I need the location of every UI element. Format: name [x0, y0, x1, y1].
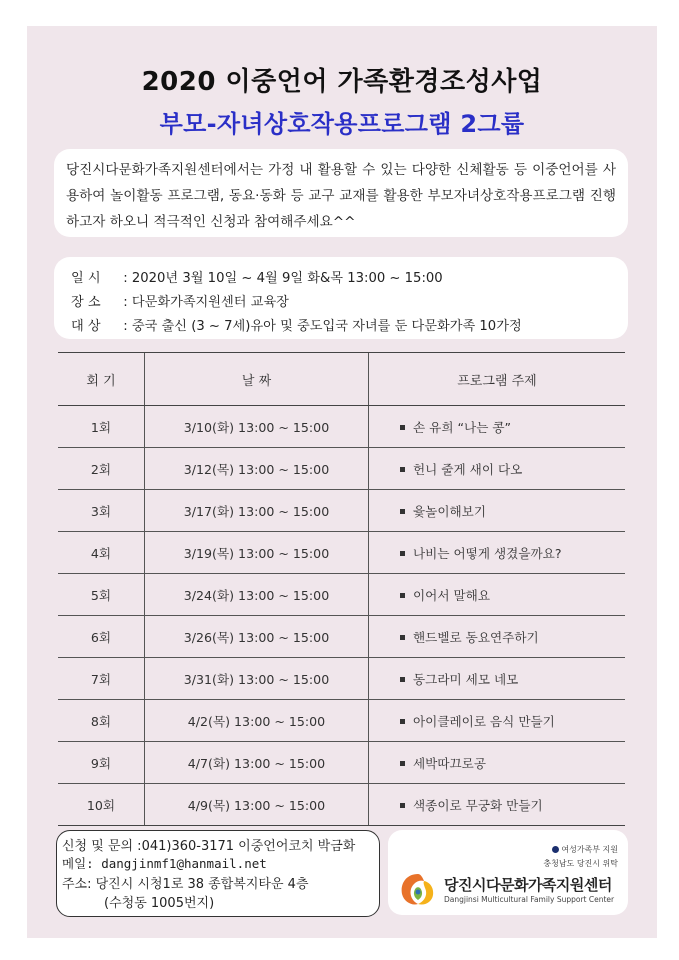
session-cell: 2회 — [58, 448, 145, 490]
topic-cell — [369, 406, 626, 448]
topic-text: 이어서 말해요 — [413, 588, 490, 603]
topic-text: 색종이로 무궁화 만들기 — [413, 798, 543, 813]
contact-email-text[interactable]: 메일: dangjinmf1@hanmail.net — [62, 856, 267, 871]
date-cell: 3/12(목) 13:00 ~ 15:00 — [145, 448, 369, 490]
topic-cell — [369, 574, 626, 616]
bullet-icon — [400, 551, 405, 556]
session-cell: 10회 — [58, 784, 145, 826]
center-name: 당진시다문화가족지원센터 — [444, 876, 612, 894]
schedule-table — [58, 352, 625, 826]
date-cell: 3/24(화) 13:00 ~ 15:00 — [145, 574, 369, 616]
bullet-icon — [400, 761, 405, 766]
session-cell: 7회 — [58, 658, 145, 700]
session-cell: 8회 — [58, 700, 145, 742]
sponsor-text — [552, 844, 618, 855]
info-sep: : — [123, 271, 128, 286]
session-cell: 5회 — [58, 574, 145, 616]
table-row — [58, 532, 625, 574]
session-cell: 4회 — [58, 532, 145, 574]
header-date: 날 짜 — [145, 353, 369, 406]
intro-text: 당진시다문화가족지원센터에서는 가정 내 활용할 수 있는 다양한 신체활동 등 이중언어를 사용하여 놀이활동 프로그램, 동요·동화 등 교구 교재를 활용한 부모자녀상호작용프로그램 진행하고자 하오니 적극적인 신청과 참여해주세요^^ — [66, 162, 616, 230]
family-logo-icon — [398, 870, 438, 908]
info-row-date — [71, 267, 443, 286]
table-row — [58, 574, 625, 616]
intro-box — [54, 149, 628, 237]
info-value: 중국 출신 (3 ~ 7세)유아 및 중도입국 자녀를 둔 다문화가족 10가정 — [131, 319, 522, 334]
table-row — [58, 490, 625, 532]
date-cell: 3/19(목) 13:00 ~ 15:00 — [145, 532, 369, 574]
topic-cell — [369, 742, 626, 784]
date-cell: 3/10(화) 13:00 ~ 15:00 — [145, 406, 369, 448]
flyer-page — [27, 26, 657, 938]
date-cell: 4/9(목) 13:00 ~ 15:00 — [145, 784, 369, 826]
session-cell: 6회 — [58, 616, 145, 658]
session-cell: 1회 — [58, 406, 145, 448]
topic-cell — [369, 616, 626, 658]
info-value: 2020년 3월 10일 ~ 4월 9일 화&목 13:00 ~ 15:00 — [131, 271, 443, 286]
table-row — [58, 700, 625, 742]
topic-text: 나비는 어떻게 생겼을까요? — [413, 546, 562, 561]
topic-cell — [369, 700, 626, 742]
topic-text: 아이클레이로 음식 만들기 — [413, 714, 555, 729]
topic-text: 윷놀이해보기 — [413, 504, 486, 519]
table-row — [58, 742, 625, 784]
bullet-icon — [400, 803, 405, 808]
table-row — [58, 448, 625, 490]
topic-text: 손 유희 “나는 콩” — [413, 420, 512, 435]
info-box — [54, 257, 628, 339]
bullet-icon — [400, 425, 405, 430]
table-row — [58, 616, 625, 658]
topic-text: 세박따끄로공 — [413, 756, 486, 771]
table-row — [58, 784, 625, 826]
contact-box — [56, 830, 380, 917]
date-cell: 4/2(목) 13:00 ~ 15:00 — [145, 700, 369, 742]
info-sep: : — [123, 295, 128, 310]
info-row-place — [71, 291, 289, 310]
topic-text: 동그라미 세모 네모 — [413, 672, 519, 687]
entrust-text: 충청남도 당진시 위탁 — [543, 859, 618, 868]
table-header-row — [58, 353, 625, 406]
bullet-icon — [400, 719, 405, 724]
program-subtitle: 부모-자녀상호작용프로그램 2그룹 — [159, 110, 525, 138]
contact-email[interactable] — [62, 854, 267, 872]
info-label: 일 시 — [71, 271, 101, 286]
sponsor-label: 여성가족부 지원 — [561, 845, 618, 854]
topic-cell — [369, 784, 626, 826]
topic-cell — [369, 658, 626, 700]
bullet-icon — [400, 467, 405, 472]
contact-address-detail: (수청동 1005번지) — [104, 896, 215, 911]
topic-cell — [369, 490, 626, 532]
topic-text: 헌니 줄게 새이 다오 — [413, 462, 523, 477]
session-cell: 3회 — [58, 490, 145, 532]
bullet-icon — [400, 677, 405, 682]
center-logo — [388, 830, 628, 915]
session-cell: 9회 — [58, 742, 145, 784]
info-sep: : — [123, 319, 128, 334]
table-row — [58, 406, 625, 448]
info-row-target — [71, 315, 522, 334]
info-value: 다문화가족지원센터 교육장 — [131, 295, 289, 310]
topic-text: 핸드벨로 동요연주하기 — [413, 630, 539, 645]
bullet-icon — [400, 635, 405, 640]
date-cell: 4/7(화) 13:00 ~ 15:00 — [145, 742, 369, 784]
table-row — [58, 658, 625, 700]
info-label: 장 소 — [71, 295, 101, 310]
bullet-icon — [400, 509, 405, 514]
header-topic: 프로그램 주제 — [369, 353, 626, 406]
topic-cell — [369, 532, 626, 574]
bullet-icon — [400, 593, 405, 598]
date-cell: 3/26(목) 13:00 ~ 15:00 — [145, 616, 369, 658]
topic-cell — [369, 448, 626, 490]
date-cell: 3/31(화) 13:00 ~ 15:00 — [145, 658, 369, 700]
ministry-emblem-icon — [552, 846, 559, 853]
center-english-name: Dangjinsi Multicultural Family Support Center — [444, 895, 615, 904]
main-title: 2020 이중언어 가족환경조성사업 — [141, 67, 543, 97]
info-label: 대 상 — [71, 319, 101, 334]
date-cell: 3/17(화) 13:00 ~ 15:00 — [145, 490, 369, 532]
header-session: 회 기 — [58, 353, 145, 406]
contact-phone: 신청 및 문의 :041)360-3171 이중언어코치 박금화 — [62, 839, 356, 854]
contact-address: 주소: 당진시 시청1로 38 종합복지타운 4층 — [62, 877, 309, 892]
